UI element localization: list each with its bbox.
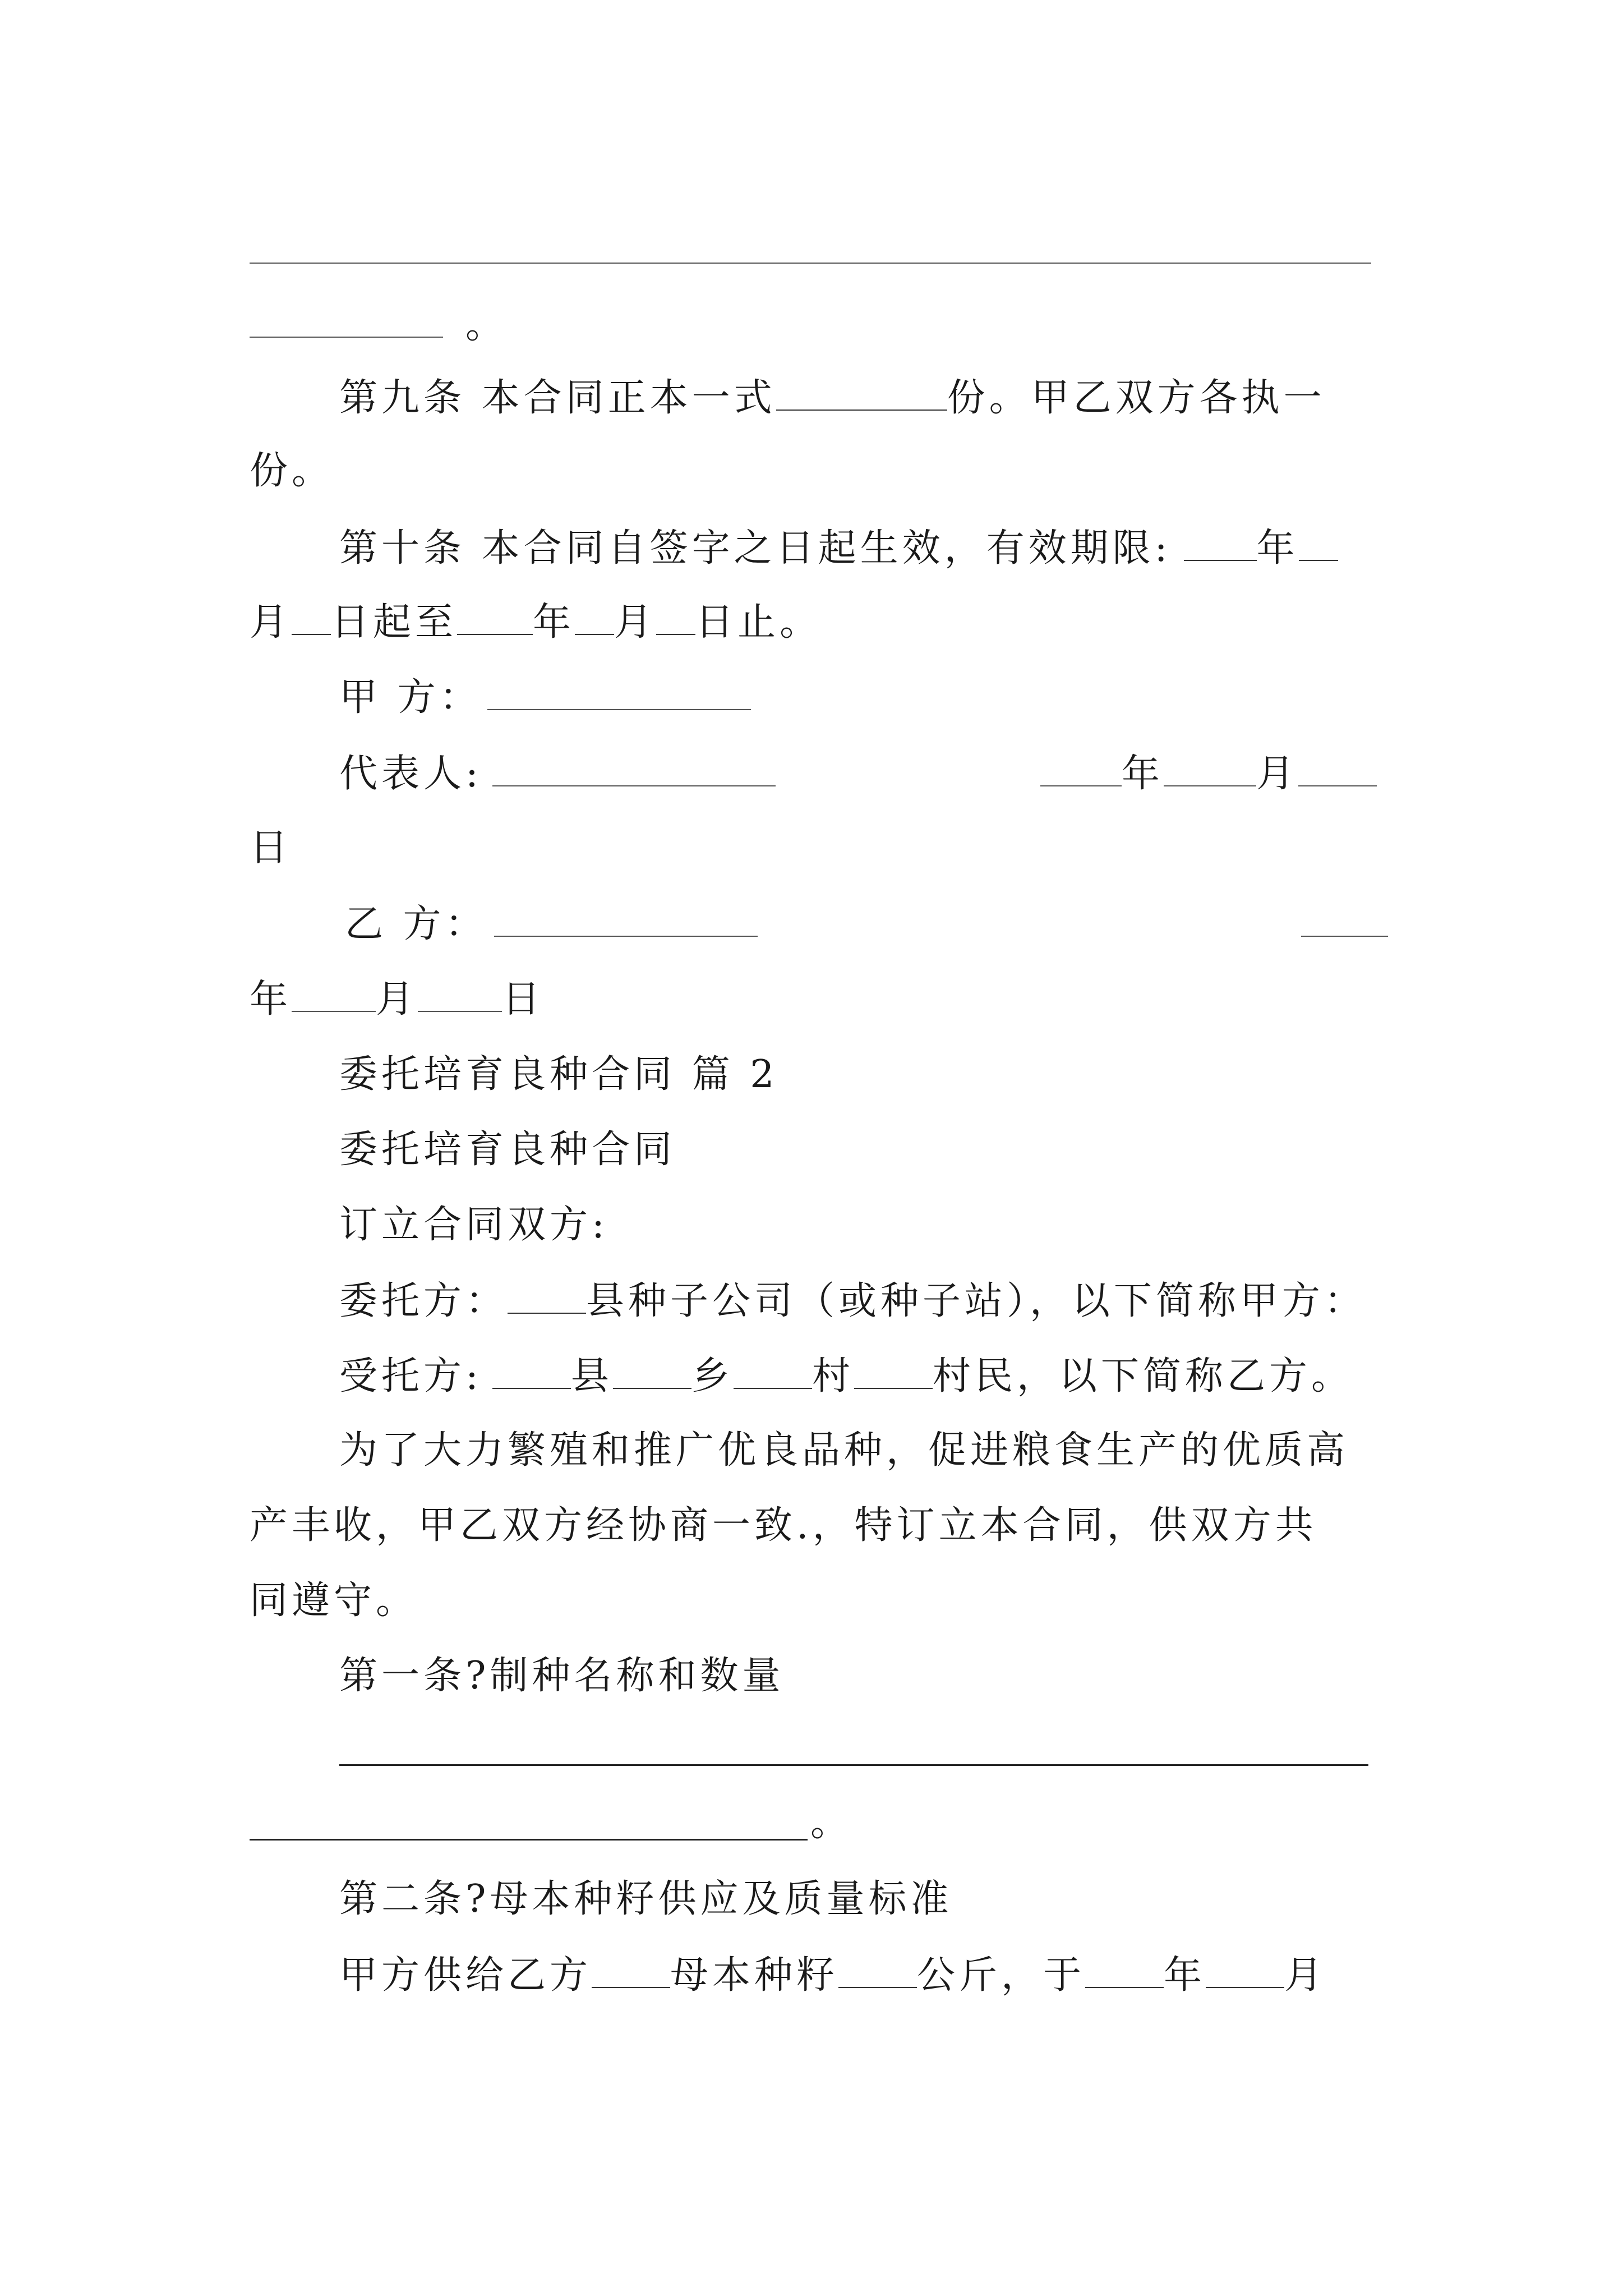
weight-blank <box>838 1952 917 1988</box>
party-b-month-blank <box>292 978 376 1012</box>
party-b-blank <box>494 903 758 937</box>
trustee-villager-blank <box>854 1353 933 1389</box>
article-10-line-1: 第十条 本合同自签字之日起生效，有效期限: 年 <box>339 525 1338 571</box>
trustee-village-blank <box>734 1353 812 1389</box>
variety-blank <box>592 1952 670 1988</box>
article-10-line-2: 月 日起至 年 月 日止。 <box>250 600 822 645</box>
article-2-line-1: 甲方供给乙方 母本种籽 公斤，于 年 月 <box>339 1953 1327 1998</box>
purpose-line-2: 产丰收，甲乙双方经协商一致.，特订立本合同，供双方共 <box>250 1503 1317 1548</box>
article-2-title: 第二条?母本种籽供应及质量标准 <box>339 1877 953 1921</box>
party-b-day-blank <box>418 978 502 1012</box>
rep-day-blank <box>1298 753 1377 786</box>
blank-field <box>250 304 443 338</box>
party-a-line: 甲 方： <box>339 675 751 720</box>
day-blank-2 <box>656 599 695 635</box>
blank-line-end: 。 <box>250 303 508 348</box>
section-title-part-2: 委托培育良种合同 篇 2 <box>339 1052 778 1097</box>
party-b-date-line: 年 月 日 <box>250 977 545 1022</box>
representative-line: 代表人: <box>339 752 776 797</box>
year-blank-2 <box>457 599 533 635</box>
article-1-fill-line-2 <box>250 1839 808 1841</box>
copies-blank <box>776 375 947 411</box>
client-line: 委托方： 县种子公司（或种子站），以下简称甲方： <box>339 1279 1367 1323</box>
rep-month-blank <box>1164 753 1256 786</box>
representative-blank <box>492 753 776 786</box>
party-a-blank <box>487 677 751 710</box>
purpose-line-1: 为了大力繁殖和推广优良品种，促进粮食生产的优质高 <box>339 1428 1349 1473</box>
contract-title: 委托培育良种合同 <box>339 1128 676 1172</box>
supply-month-blank <box>1206 1952 1284 1988</box>
article-1-fill-line-1 <box>339 1764 1368 1766</box>
rep-year-blank <box>1040 753 1122 786</box>
trustee-town-blank <box>613 1353 691 1389</box>
month-blank <box>1299 525 1338 561</box>
representative-date-day: 日 <box>250 826 292 870</box>
client-county-blank <box>508 1278 586 1314</box>
year-blank <box>1184 525 1257 561</box>
trustee-county-blank <box>492 1353 571 1389</box>
article-9-line-2: 份。 <box>250 449 334 493</box>
party-b-line: 乙 方： <box>345 902 758 947</box>
purpose-line-3: 同遵守。 <box>250 1579 418 1623</box>
article-1-title: 第一条?制种名称和数量 <box>339 1654 785 1698</box>
party-b-year-blank <box>1301 903 1388 937</box>
article-9-line-1: 第九条 本合同正本一式 份。甲乙双方各执一 <box>339 376 1326 420</box>
representative-date: 年 月 <box>1040 752 1377 797</box>
trustee-line: 受托方: 县 乡 村 村民，以下简称乙方。 <box>339 1354 1353 1398</box>
supply-year-blank <box>1085 1952 1164 1988</box>
party-b-date-blank <box>1301 902 1388 947</box>
blank-fill-line <box>250 263 1371 264</box>
article-1-end: 。 <box>810 1801 853 1845</box>
parties-heading: 订立合同双方: <box>339 1203 608 1247</box>
day-blank <box>292 599 331 635</box>
month-blank-2 <box>575 599 614 635</box>
